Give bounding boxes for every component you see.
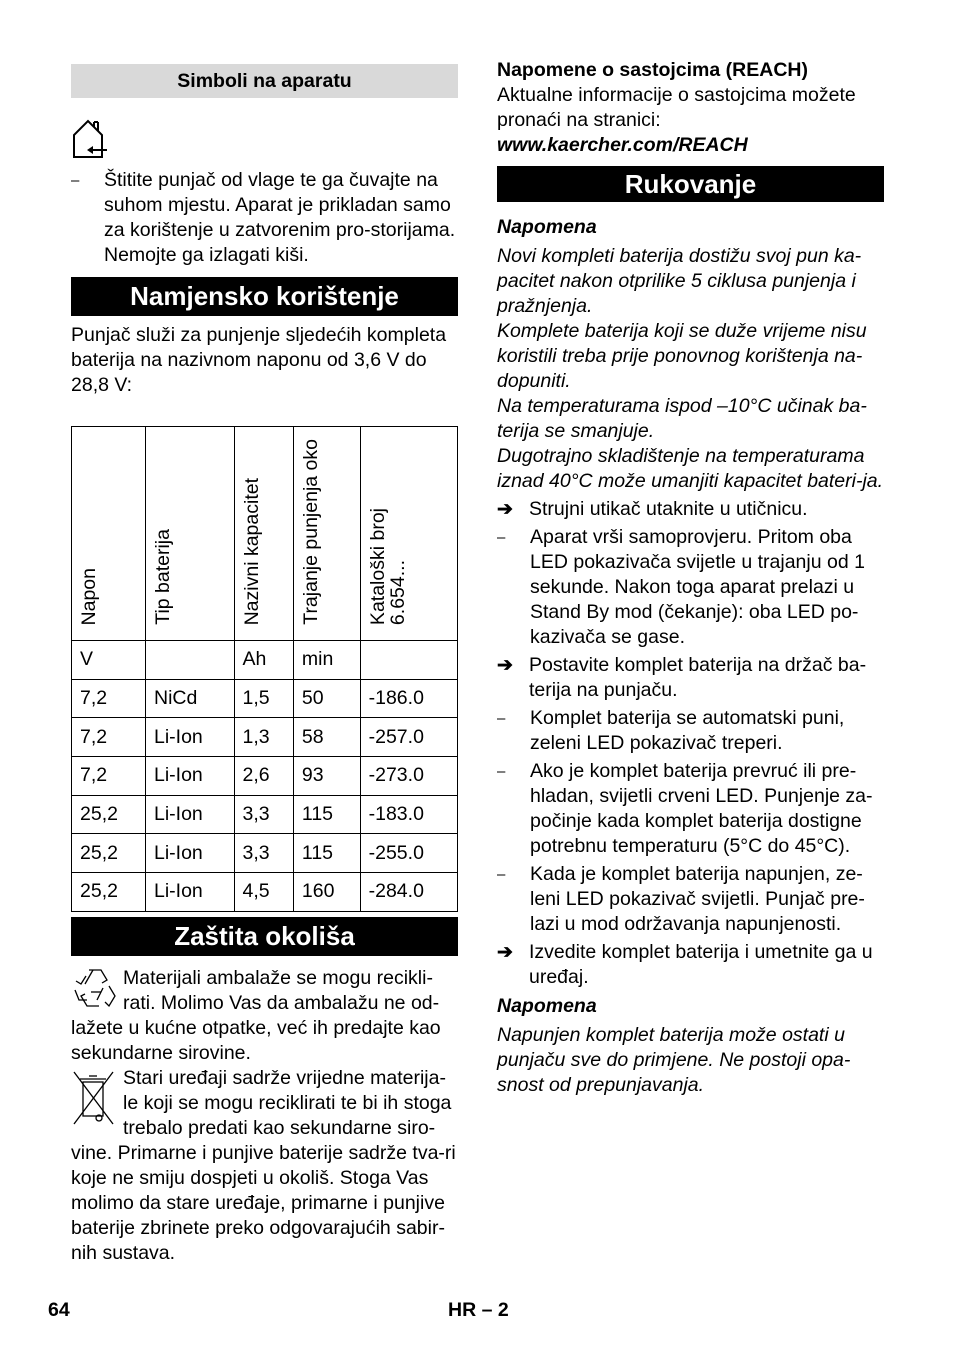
step-item: – Kada je komplet baterija napunjen, ze-leni LED pokazivač svijetli. Punjač pre-lazi u mod održavanja napunjenosti.: [497, 863, 865, 935]
steps-list: [497, 497, 884, 990]
step-item: ➔ Izvedite komplet baterija i umetnite ga u uređaj.: [497, 941, 873, 988]
table-cell: [145, 641, 234, 680]
page-number: 64: [48, 1299, 70, 1321]
right-column: [497, 58, 884, 1098]
step-item: ➔ Postavite komplet baterija na držač ba-terija na punjaču.: [497, 654, 867, 701]
table-cell: -257.0: [360, 718, 457, 757]
symbols-heading: Simboli na aparatu: [71, 64, 458, 98]
recycling-icon: [71, 966, 121, 1014]
intended-use-heading: Namjensko korištenje: [71, 277, 458, 316]
table-cell: 4,5: [234, 873, 293, 912]
table-cell: -186.0: [360, 679, 457, 718]
table-cell: 1,3: [234, 718, 293, 757]
symbols-item: – Štitite punjač od vlage te ga čuvajte na suhom mjestu. Aparat je prikladan samo za korištenje u zatvorenim pro-storijama. Nemojte ga izlagati kiši.: [71, 169, 456, 266]
table-cell: 58: [293, 718, 360, 757]
note-line: Komplete baterija koji se duže vrijeme nisu koristili treba prije ponovnog korištenja na-dopuniti.: [497, 320, 867, 392]
indoor-use-icon: [71, 118, 458, 162]
table-cell: 160: [293, 873, 360, 912]
step-item: – Aparat vrši samoprovjeru. Pritom oba LED pokazivača svijetle u trajanju od 1 sekunde. Nakon toga aparat prelazi u Stand By mod (čekanje): oba LED po-kazivača se gase.: [497, 526, 865, 648]
table-cell: Li-Ion: [145, 795, 234, 834]
table-units-row: [72, 641, 458, 680]
note2-label: Napomena: [497, 995, 597, 1017]
header-charge-time: Trajanje punjenja oko: [293, 427, 360, 641]
section-label: HR – 2: [448, 1299, 509, 1321]
reach-url[interactable]: www.kaercher.com/REACH: [497, 134, 748, 156]
note2-text: Napunjen komplet baterija može ostati u punjaču sve do primjene. Ne postoji opa-snost od prepunjavanja.: [497, 1024, 851, 1096]
environment-para-1: Materijali ambalaže se mogu recikli-rati. Molimo Vas da ambalažu ne od-lažete u kućne otpatke, već ih predajte kao sekundarne sirovine.: [71, 966, 441, 1064]
table-cell: NiCd: [145, 679, 234, 718]
note-line: Novi kompleti baterija dostižu svoj pun ka-pacitet nakon otprilike 5 ciklusa punjenja i pražnjenja.: [497, 245, 862, 317]
reach-heading: Napomene o sastojcima (REACH): [497, 59, 808, 81]
table-cell: 3,3: [234, 834, 293, 873]
table-cell: [360, 641, 457, 680]
table-cell: Li-Ion: [145, 873, 234, 912]
note-label: Napomena: [497, 216, 597, 238]
left-column: [71, 64, 458, 1266]
table-cell: 50: [293, 679, 360, 718]
header-catalog-number: Kataloški broj6.654...: [360, 427, 457, 641]
table-cell: 115: [293, 834, 360, 873]
table-cell: 25,2: [72, 834, 146, 873]
step-item: ➔ Strujni utikač utaknite u utičnicu.: [497, 498, 808, 520]
arrow-icon: ➔: [497, 499, 513, 520]
table-row: [72, 679, 458, 718]
table-cell: 3,3: [234, 795, 293, 834]
table-cell: 25,2: [72, 795, 146, 834]
note-block: [497, 244, 884, 494]
header-voltage: Napon: [72, 427, 146, 641]
table-cell: -183.0: [360, 795, 457, 834]
arrow-icon: ➔: [497, 655, 513, 676]
table-cell: 7,2: [72, 718, 146, 757]
note-line: Na temperaturama ispod –10°C učinak ba-terija se smanjuje.: [497, 395, 867, 442]
table-row: [72, 757, 458, 796]
handling-heading: Rukovanje: [497, 166, 884, 202]
table-cell: 25,2: [72, 873, 146, 912]
table-cell: Li-Ion: [145, 834, 234, 873]
reach-text: Aktualne informacije o sastojcima možete pronaći na stranici:: [497, 84, 856, 131]
table-cell: 115: [293, 795, 360, 834]
step-item: – Ako je komplet baterija prevruć ili pre-hladan, svijetli crveni LED. Punjenje za-počinje kada komplet baterija dostigne potrebnu temperaturu (5°C do 45°C).: [497, 760, 873, 857]
battery-table: [71, 426, 458, 912]
table-cell: -255.0: [360, 834, 457, 873]
table-cell: V: [72, 641, 146, 680]
table-cell: 7,2: [72, 679, 146, 718]
table-cell: 93: [293, 757, 360, 796]
arrow-icon: ➔: [497, 942, 513, 963]
step-item: – Komplet baterija se automatski puni, zeleni LED pokazivač treperi.: [497, 707, 845, 754]
table-row: [72, 834, 458, 873]
header-capacity: Nazivni kapacitet: [234, 427, 293, 641]
intended-use-text: Punjač služi za punjenje sljedećih kompleta baterija na nazivnom naponu od 3,6 V do 28,8 V:: [71, 324, 447, 396]
table-cell: 2,6: [234, 757, 293, 796]
header-battery-type: Tip baterija: [145, 427, 234, 641]
table-cell: 1,5: [234, 679, 293, 718]
table-header-row: [72, 427, 458, 641]
table-cell: Li-Ion: [145, 757, 234, 796]
table-cell: min: [293, 641, 360, 680]
table-cell: 7,2: [72, 757, 146, 796]
environment-para-2: Stari uređaji sadrže vrijedne materija-le koji se mogu reciklirati te bi ih stoga trebalo predati kao sekundarne siro-vine. Primarne i punjive baterije sadrže tva-ri koje ne smiju dospjeti u okoliš. Stoga Vas molimo da stare uređaje, primarne i punjive baterije zbrinete preko odgovarajućih sabir-nih sustava.: [71, 1066, 456, 1264]
table-row: [72, 795, 458, 834]
table-cell: Ah: [234, 641, 293, 680]
environment-heading: Zaštita okoliša: [71, 917, 458, 956]
crossed-bin-icon: [71, 1068, 121, 1140]
table-cell: -284.0: [360, 873, 457, 912]
table-cell: -273.0: [360, 757, 457, 796]
table-row: [72, 718, 458, 757]
table-cell: Li-Ion: [145, 718, 234, 757]
note-line: Dugotrajno skladištenje na temperaturama iznad 40°C može umanjiti kapacitet bateri-ja.: [497, 445, 884, 492]
table-row: [72, 873, 458, 912]
